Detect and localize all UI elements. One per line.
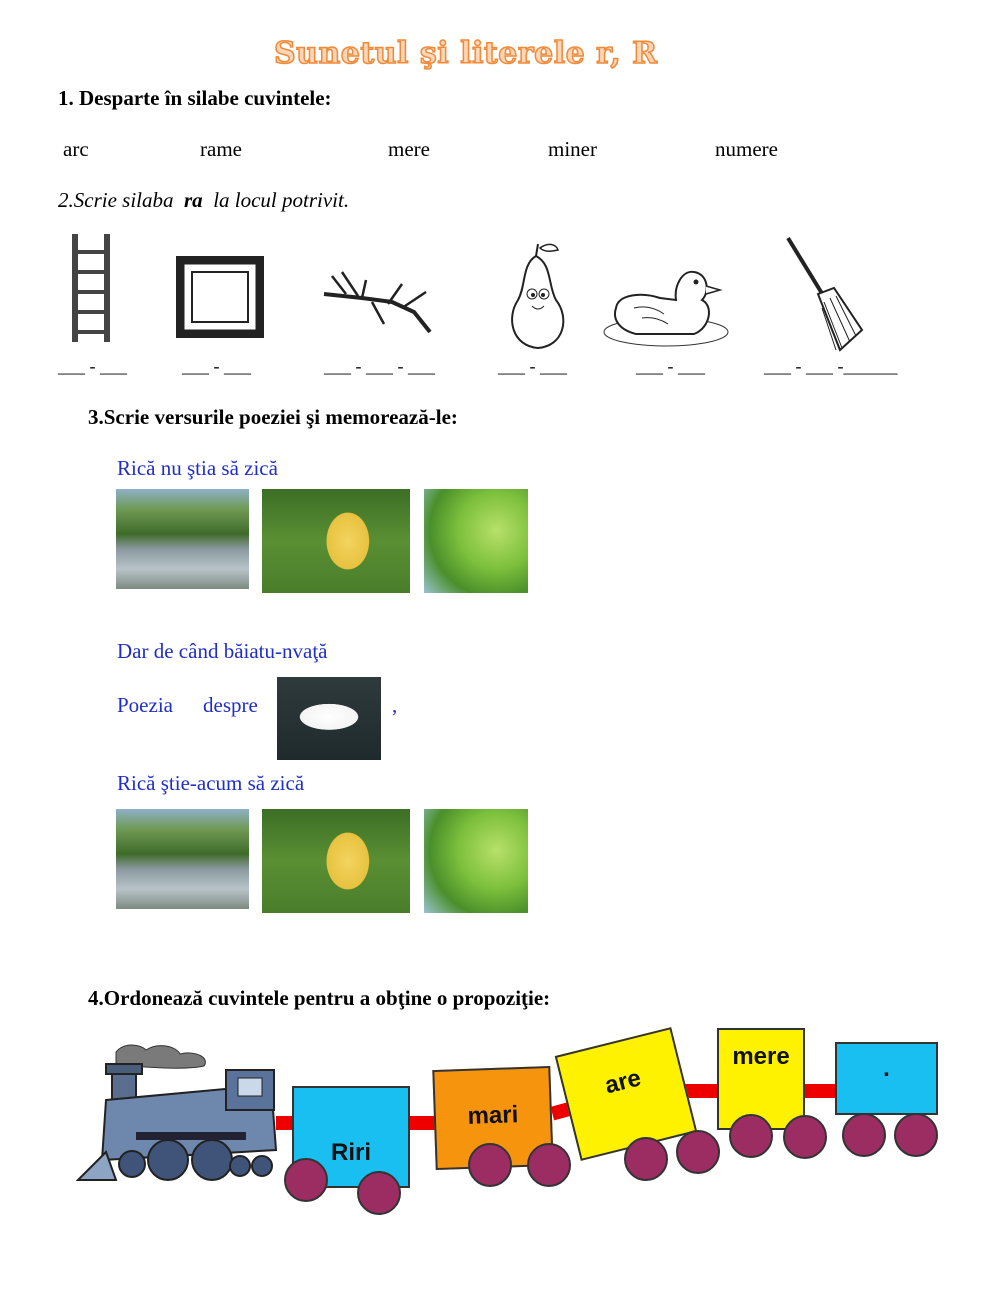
exercise4-heading: 4.Ordonează cuvintele pentru a obţine o propoziţie: [88, 986, 551, 1010]
broom-icon [784, 236, 868, 354]
train-connector [685, 1084, 719, 1098]
wagon-are[interactable] [555, 1027, 698, 1161]
word-arc: arc [63, 137, 89, 161]
word-miner: miner [548, 137, 597, 161]
verse-3-despre: despre [203, 693, 258, 717]
word-numere: numere [715, 137, 778, 161]
verse-1: Rică nu ştia să zică [117, 456, 278, 480]
verse-4: Rică ştie-acum să zică [117, 771, 305, 795]
duckling-photo [262, 809, 410, 913]
verse-2: Dar de când băiatu-nvaţă [117, 639, 328, 663]
wheel [894, 1113, 938, 1157]
exercise3-heading: 3.Scrie versurile poeziei şi memorează-le: [88, 405, 458, 429]
blank-1[interactable]: ___ - ___ [58, 356, 127, 376]
train-connector [805, 1084, 837, 1098]
blank-6[interactable]: ___ - ___ -______ [764, 356, 898, 376]
wheel [676, 1130, 720, 1174]
locomotive-icon [76, 1040, 282, 1190]
wheel [729, 1114, 773, 1158]
verse-3-comma: , [392, 693, 398, 717]
wheel [624, 1137, 668, 1181]
river-photo [116, 489, 249, 589]
wheel [357, 1171, 401, 1215]
blank-5[interactable]: ___ - ___ [636, 356, 705, 376]
exercise1-heading: 1. Desparte în silabe cuvintele: [58, 86, 332, 110]
wagon-mere-label: mere [732, 1043, 790, 1070]
wheel [783, 1115, 827, 1159]
blank-2[interactable]: ___ - ___ [182, 356, 251, 376]
frame-icon [176, 256, 264, 338]
syllable-ra: ra [184, 188, 203, 212]
pear-icon [502, 240, 572, 352]
duckling-photo [262, 489, 410, 593]
wheel [842, 1113, 886, 1157]
exercise2-heading: 2.Scrie silaba ra la locul potrivit. [58, 188, 350, 212]
ladder-icon [68, 232, 116, 344]
branch-icon [322, 262, 434, 340]
page-title: Sunetul şi literele r, R [274, 36, 658, 71]
blank-4[interactable]: ___ - ___ [498, 356, 567, 376]
wagon-period-label: . [883, 1054, 890, 1082]
wheel [468, 1143, 512, 1187]
duck-drawing-icon [602, 264, 730, 348]
wagon-mere[interactable] [717, 1028, 805, 1130]
wagon-mari-label: mari [467, 1101, 519, 1130]
duck-photo [277, 677, 381, 760]
wheel [284, 1158, 328, 1202]
wagon-riri-label: Riri [330, 1139, 371, 1166]
word-mere: mere [388, 137, 430, 161]
wagon-are-label: are [602, 1064, 644, 1100]
leaves-photo [424, 809, 528, 913]
wheel [527, 1143, 571, 1187]
river-photo [116, 809, 249, 909]
leaves-photo [424, 489, 528, 593]
word-rame: rame [200, 137, 242, 161]
wagon-period[interactable] [835, 1042, 938, 1115]
blank-3[interactable]: ___ - ___ - ___ [324, 356, 435, 376]
verse-3-poezia: Poezia [117, 693, 173, 717]
